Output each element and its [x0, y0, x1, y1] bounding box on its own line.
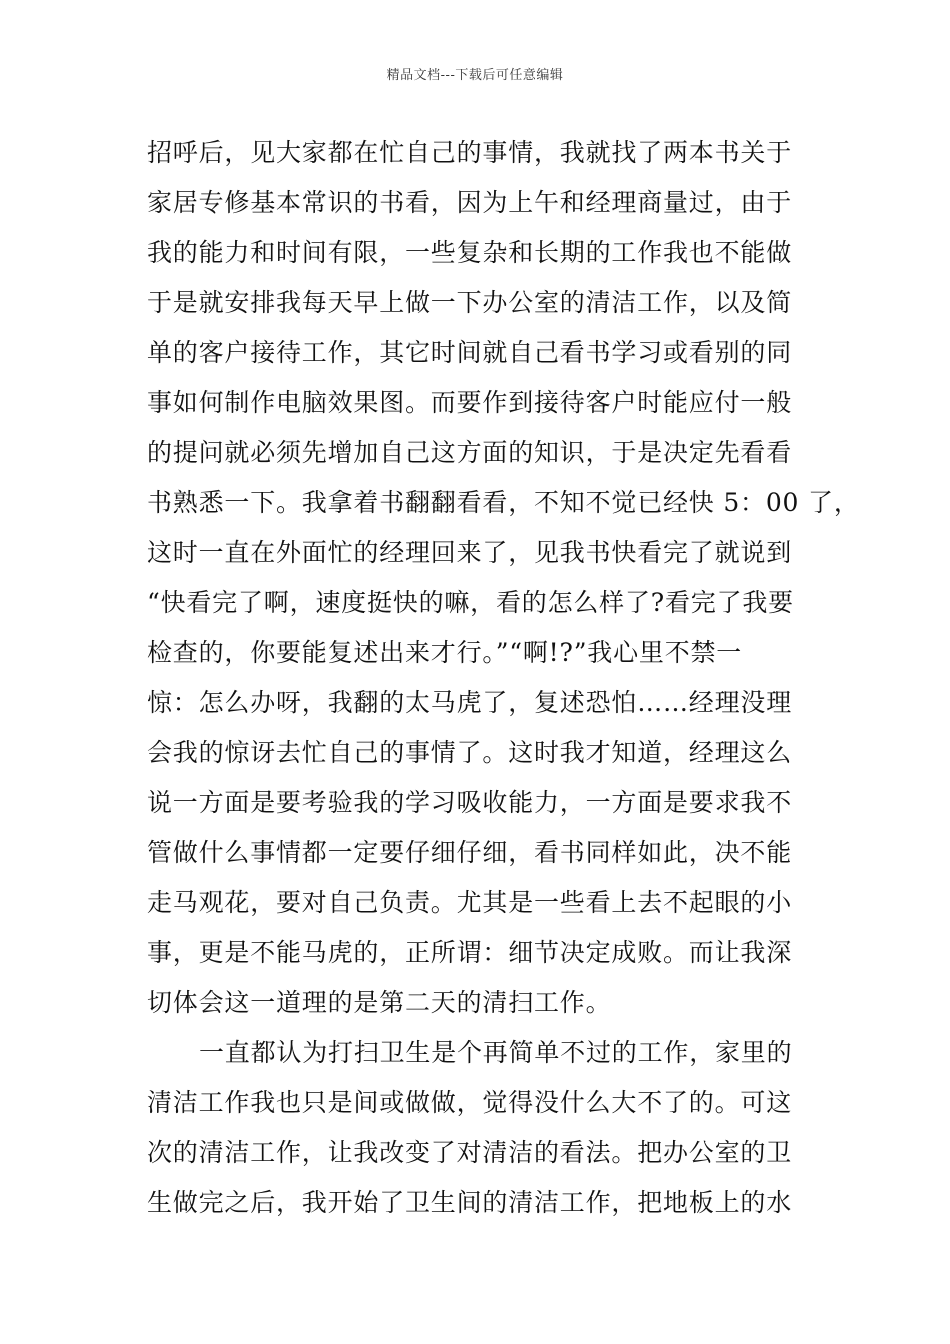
text-line: 会我的惊讶去忙自己的事情了。这时我才知道，经理这么 — [147, 738, 793, 767]
text-line: 惊：怎么办呀，我翻的太马虎了，复述恐怕……经理没理 — [147, 688, 793, 717]
text-line: 一直都认为打扫卫生是个再简单不过的工作，家里的 — [199, 1038, 793, 1067]
text-line: 清洁工作我也只是间或做做，觉得没什么大不了的。可这 — [147, 1088, 793, 1117]
text-line: 管做什么事情都一定要仔细仔细，看书同样如此，决不能 — [147, 838, 793, 867]
text-line: 我的能力和时间有限，一些复杂和长期的工作我也不能做 — [147, 238, 793, 267]
document-body — [147, 128, 860, 1228]
text-line: 的提问就必须先增加自己这方面的知识，于是决定先看看 — [147, 438, 793, 467]
text-line: 于是就安排我每天早上做一下办公室的清洁工作，以及简 — [147, 288, 793, 317]
text-line: 切体会这一道理的是第二天的清扫工作。 — [147, 988, 612, 1017]
paragraph-1 — [147, 128, 860, 1028]
text-line: 事如何制作电脑效果图。而要作到接待客户时能应付一般 — [147, 388, 793, 417]
text-line: 这时一直在外面忙的经理回来了，见我书快看完了就说到 — [147, 538, 793, 567]
text-line: 次的清洁工作，让我改变了对清洁的看法。把办公室的卫 — [147, 1138, 793, 1167]
paragraph-2 — [147, 1028, 847, 1228]
text-line: 走马观花，要对自己负责。尤其是一些看上去不起眼的小 — [147, 888, 793, 917]
text-line: 招呼后，见大家都在忙自己的事情，我就找了两本书关于 — [147, 138, 793, 167]
text-line: 书熟悉一下。我拿着书翻翻看看，不知不觉已经快 5：00 了， — [147, 488, 860, 517]
page-header: 精品文档---下载后可任意编辑 — [386, 68, 564, 83]
text-line: 家居专修基本常识的书看，因为上午和经理商量过，由于 — [147, 188, 793, 217]
text-line: 生做完之后，我开始了卫生间的清洁工作，把地板上的水 — [147, 1188, 793, 1217]
text-line: 说一方面是要考验我的学习吸收能力，一方面是要求我不 — [147, 788, 793, 817]
text-line: “快看完了啊，速度挺快的嘛，看的怎么样了?看完了我要 — [147, 588, 794, 617]
text-line: 单的客户接待工作，其它时间就自己看书学习或看别的同 — [147, 338, 793, 367]
text-line: 检查的，你要能复述出来才行。”“啊!?”我心里不禁一 — [147, 638, 743, 667]
text-line: 事，更是不能马虎的，正所谓：细节决定成败。而让我深 — [147, 938, 793, 967]
